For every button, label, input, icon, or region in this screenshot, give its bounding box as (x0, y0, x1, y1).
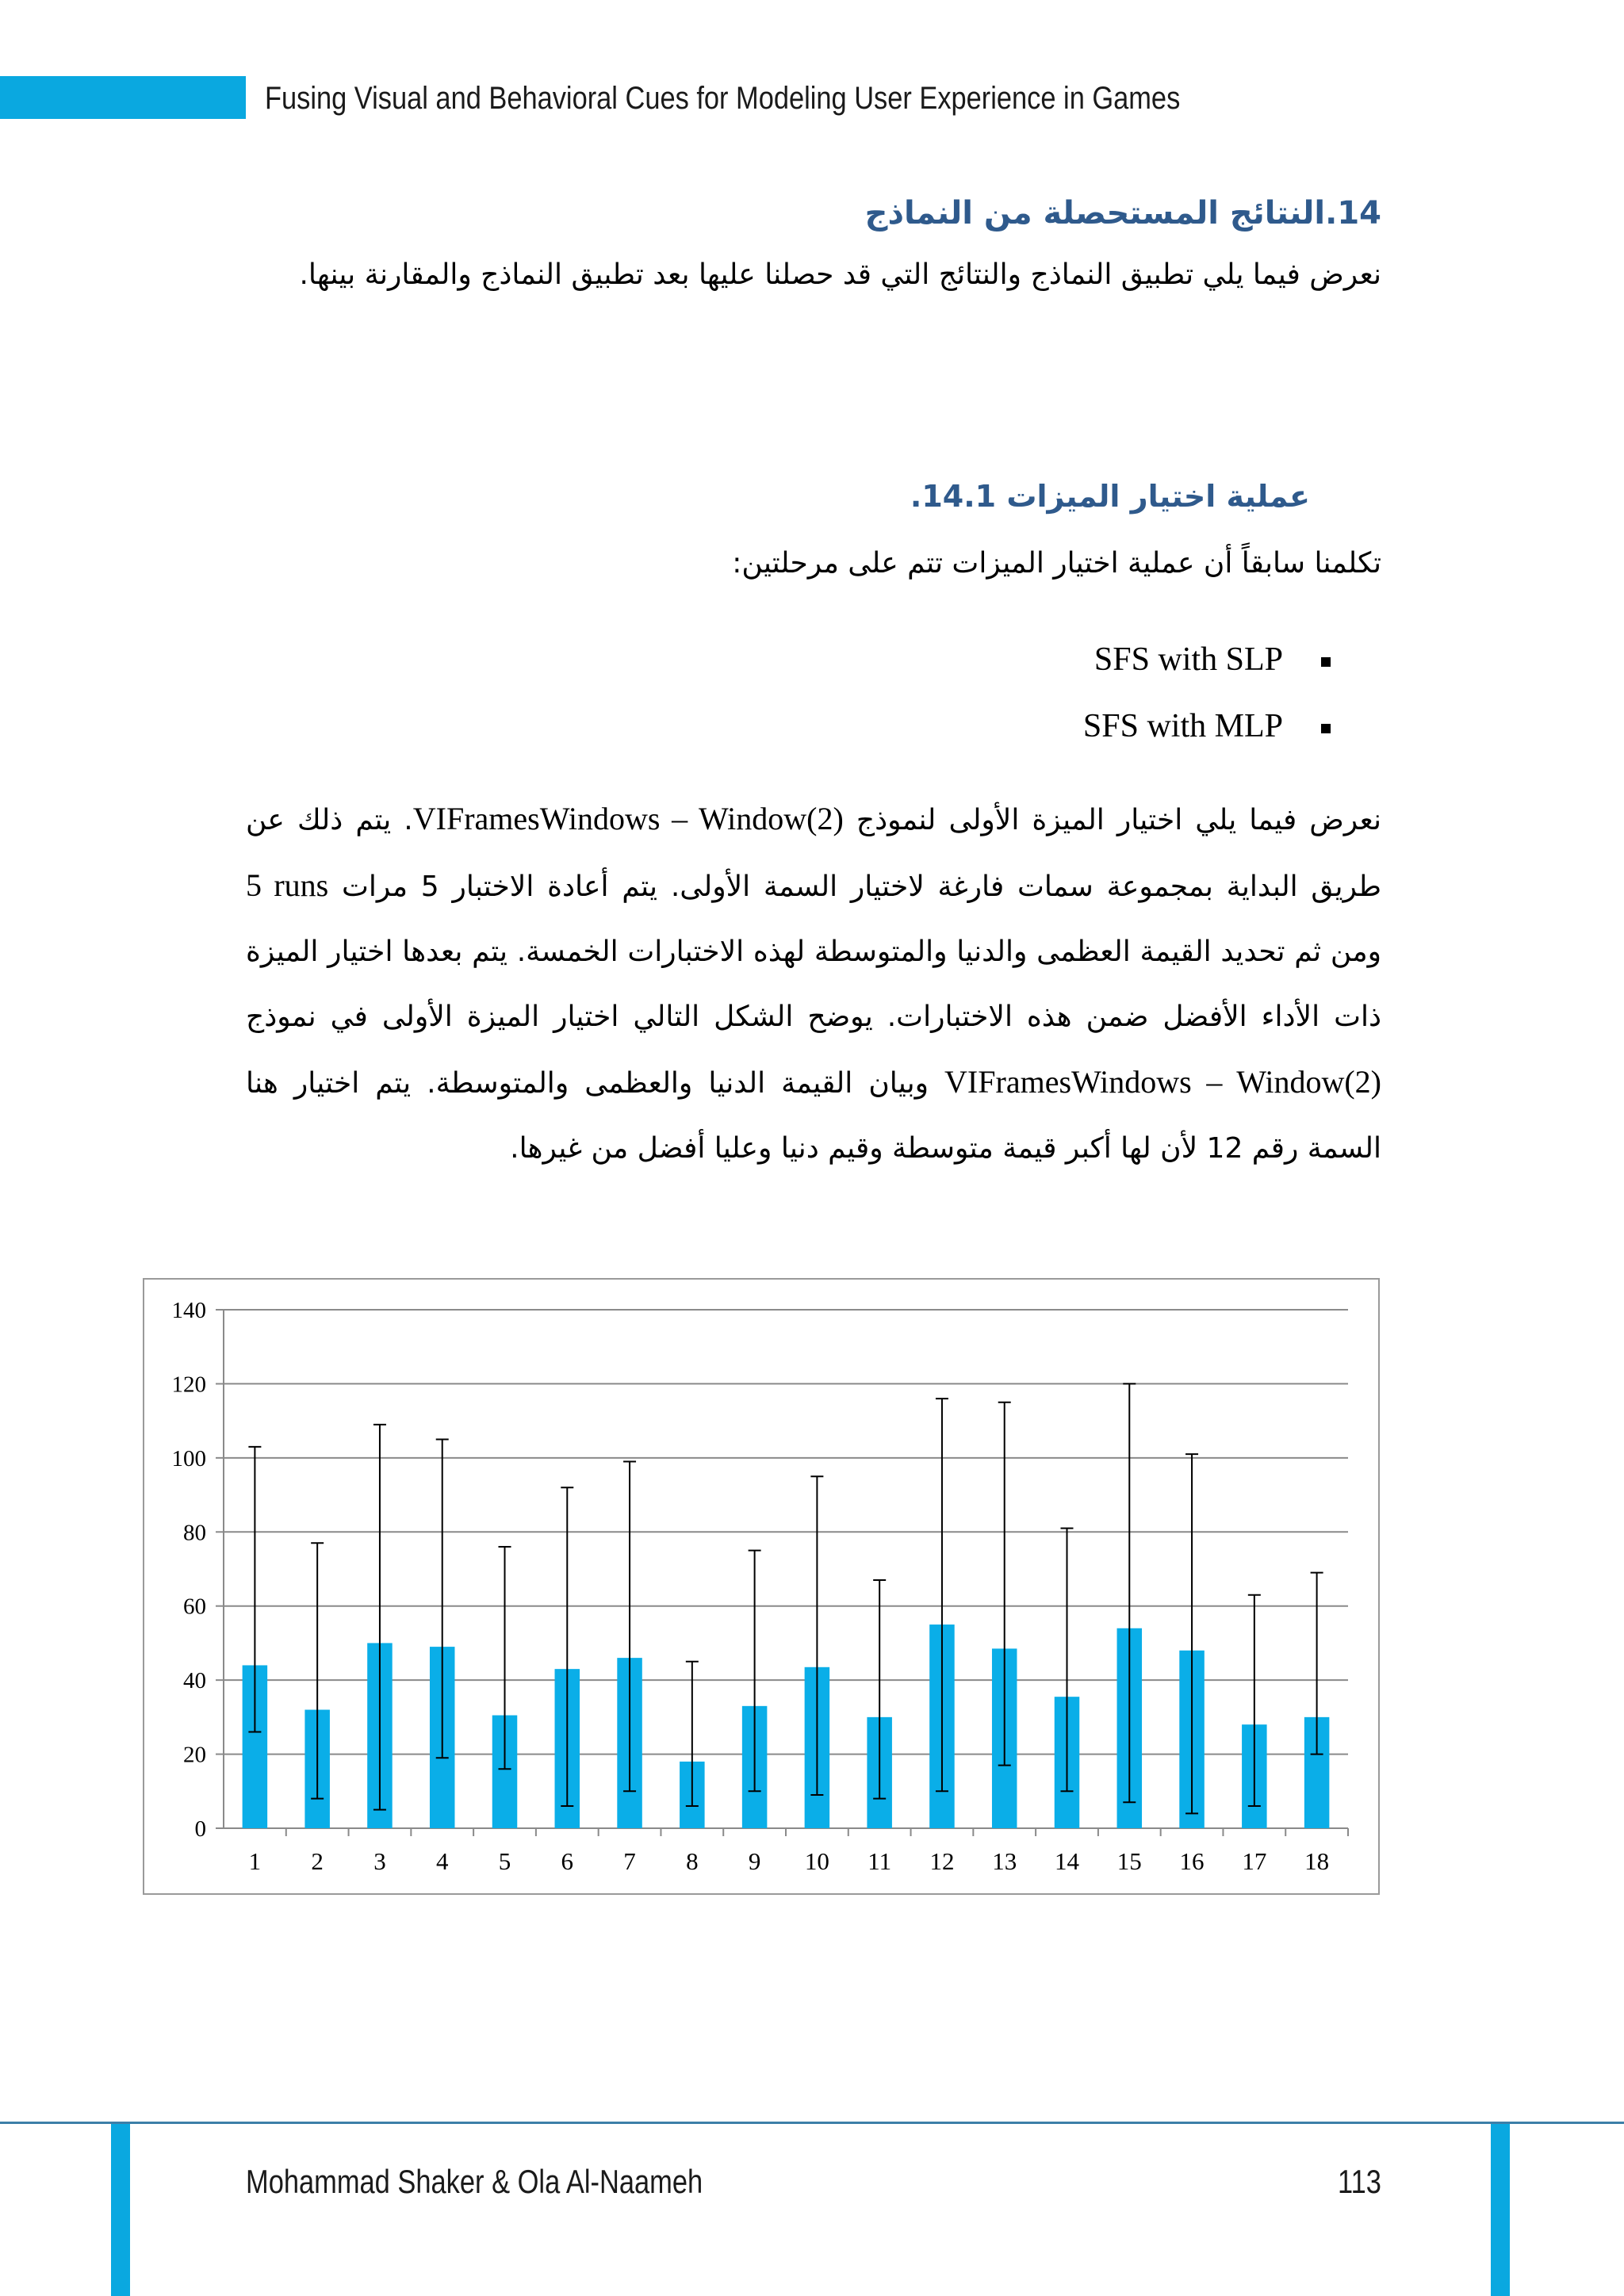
y-tick-label: 80 (183, 1520, 206, 1546)
page-number: 113 (1338, 2163, 1381, 2200)
footer-authors: Mohammad Shaker & Ola Al-Naameh (246, 2163, 703, 2200)
y-tick-label: 60 (183, 1594, 206, 1620)
footer-rule (0, 2122, 1624, 2124)
bullet-square-icon (1321, 724, 1331, 733)
method-bullet-list (1083, 626, 1331, 760)
bullet-square-icon (1321, 657, 1331, 667)
y-tick-label: 0 (194, 1816, 206, 1842)
header-accent-bar (0, 76, 246, 119)
x-tick-label: 1 (248, 1847, 262, 1875)
section-14-paragraph: نعرض فيما يلي تطبيق النماذج والنتائج التي قد حصلنا عليها بعد تطبيق النماذج والمقارنة بينها. (299, 258, 1381, 291)
bullet-item: SFS with MLP (1083, 693, 1331, 760)
section-14-1-intro: تكلمنا سابقاً أن عملية اختيار الميزات تتم على مرحلتين: (732, 547, 1381, 580)
bullet-item: SFS with SLP (1083, 626, 1331, 693)
section-heading-14-1 (872, 479, 1381, 514)
x-tick-label: 2 (311, 1847, 324, 1875)
x-tick-label: 8 (686, 1847, 699, 1875)
x-tick-label: 16 (1179, 1847, 1205, 1875)
y-tick-label: 40 (183, 1668, 206, 1694)
x-tick-label: 6 (561, 1847, 574, 1875)
y-tick-label: 100 (171, 1445, 206, 1471)
x-tick-label: 9 (748, 1847, 761, 1875)
x-tick-label: 5 (498, 1847, 511, 1875)
x-tick-label: 14 (1055, 1847, 1079, 1875)
y-tick-label: 20 (183, 1742, 206, 1768)
x-tick-label: 18 (1304, 1847, 1330, 1875)
x-tick-label: 10 (804, 1847, 829, 1875)
section-14-1-title: عملية اختيار الميزات (1006, 479, 1310, 514)
running-header-title: Fusing Visual and Behavioral Cues for Modeling User Experience in Games (265, 81, 1181, 116)
feature-selection-chart (143, 1278, 1380, 1895)
x-tick-label: 12 (929, 1847, 955, 1875)
y-tick-label: 120 (171, 1372, 206, 1398)
y-tick-label: 140 (171, 1298, 206, 1323)
footer-accent-right (1491, 2124, 1510, 2296)
section-14-1-number: .14.1 (910, 479, 997, 514)
footer-accent-left (111, 2124, 130, 2296)
chart-canvas (144, 1280, 1378, 1893)
x-tick-label: 4 (435, 1847, 449, 1875)
feature-selection-paragraph: نعرض فيما يلي اختيار الميزة الأولى لنموذج VIFramesWindows – Window(2). يتم ذلك عن طريق البداية بمجموعة سمات فارغة لاختيار السمة الأولى. يتم أعادة الاختبار 5 مرات 5 runs ومن ثم تحديد القيمة العظمى والدنيا والمتوسطة لهذه الاختبارات الخمسة. يتم بعدها اختيار الميزة ذات الأداء الأفضل ضمن هذه الاختبارات. يوضح الشكل التالي اختيار الميزة الأولى في نموذج VIFramesWindows – Window(2) وبيان القيمة الدنيا والعظمى والمتوسطة. يتم اختيار هنا السمة رقم 12 لأن لها أكبر قيمة متوسطة وقيم دنيا وعليا أفضل من غيرها. (246, 801, 1382, 1165)
x-tick-label: 17 (1242, 1847, 1267, 1875)
x-tick-label: 15 (1116, 1847, 1142, 1875)
section-heading-14: 14.النتائج المستحصلة من النماذج (864, 195, 1381, 232)
x-tick-label: 7 (623, 1847, 636, 1875)
x-tick-label: 11 (868, 1847, 892, 1875)
x-tick-label: 13 (992, 1847, 1017, 1875)
x-tick-label: 3 (373, 1847, 386, 1875)
